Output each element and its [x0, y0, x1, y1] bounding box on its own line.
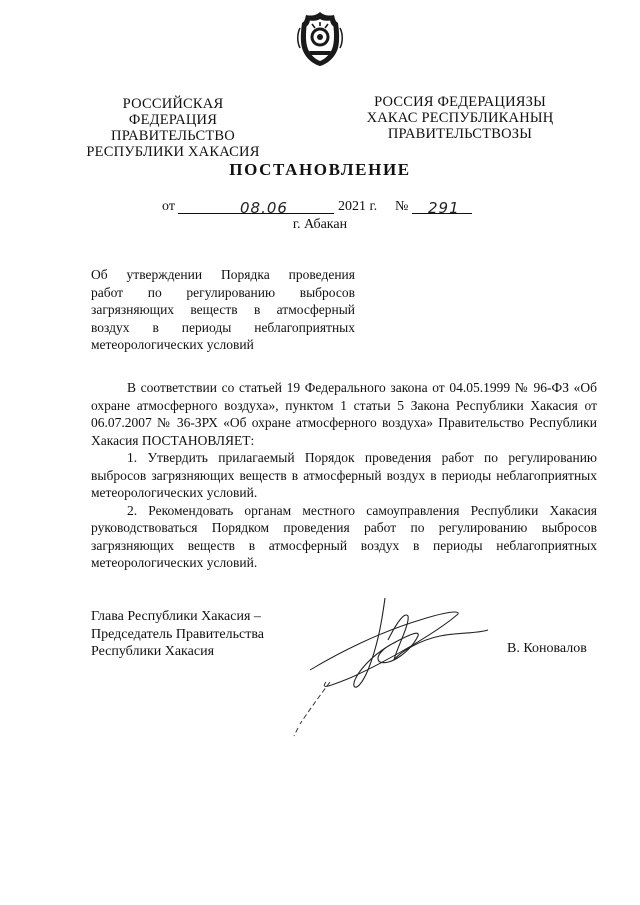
signatory-position: [91, 608, 264, 661]
signatory-position-line2: Председатель Правительства: [91, 626, 264, 642]
subject-line: воздух в периоды неблагоприятных: [91, 319, 355, 335]
date-line: [162, 199, 492, 217]
body-text: [91, 379, 597, 572]
header-right-line1: РОССИЯ ФЕДЕРАЦИЯЗЫ: [374, 94, 546, 110]
header-right: [360, 94, 560, 142]
subject-line: загрязняющих веществ в атмосферный: [91, 302, 355, 317]
date-prefix: от: [162, 199, 175, 214]
subject-line: Об утверждении Порядка проведения: [91, 267, 355, 282]
body-paragraph-item-1: 1. Утвердить прилагаемый Порядок проведения работ по регулированию выбросов загрязняющих веществ в атмосферный воздух в периоды неблагоприятных метеорологических условий.: [91, 450, 597, 500]
document-title: ПОСТАНОВЛЕНИЕ: [229, 160, 411, 179]
body-paragraph-item-2: 2. Рекомендовать органам местного самоуправления Республики Хакасия руководствоваться Порядком проведения работ по регулированию выбросов загрязняющих веществ в атмосферный воздух в периоды неблагоприятных метеорологических условий.: [91, 502, 597, 570]
number-sign: №: [395, 199, 409, 214]
body-paragraph-preamble: В соответствии со статьей 19 Федерального закона от 04.05.1999 № 96-ФЗ «Об охране атмосферного воздуха», пунктом 1 статьи 5 Закона Республики Хакасия от 06.07.2007 № 36-ЗРХ «Об охране атмосферного воздуха» Правительство Республики Хакасия ПОСТАНОВЛЯЕТ:: [91, 380, 597, 448]
coat-of-arms-emblem: [296, 10, 344, 68]
header-left-line2: ПРАВИТЕЛЬСТВО: [111, 128, 235, 144]
date-year: 2021 г.: [338, 199, 378, 214]
header-left-line1: РОССИЙСКАЯ ФЕДЕРАЦИЯ: [122, 96, 224, 128]
header-right-line3: ПРАВИТЕЛЬСТВОЗЫ: [387, 126, 533, 142]
signatory-position-line3: Республики Хакасия: [91, 644, 215, 659]
handwritten-signature: [270, 590, 520, 740]
city: г. Абакан: [292, 217, 348, 232]
signatory-position-line1: Глава Республики Хакасия –: [91, 609, 261, 624]
subject-line: работ по регулированию выбросов: [91, 284, 355, 300]
header-left-line3: РЕСПУБЛИКИ ХАКАСИЯ: [86, 144, 260, 160]
handwritten-date: 08.06: [240, 199, 288, 217]
header-right-line2: ХАКАС РЕСПУБЛИКАНЫҢ: [366, 110, 554, 126]
subject-line: метеорологических условий: [91, 337, 254, 352]
header-left: [78, 96, 268, 160]
subject-block: [91, 266, 355, 354]
handwritten-number: 291: [428, 199, 460, 217]
signatory-name: В. Коновалов: [507, 641, 587, 656]
